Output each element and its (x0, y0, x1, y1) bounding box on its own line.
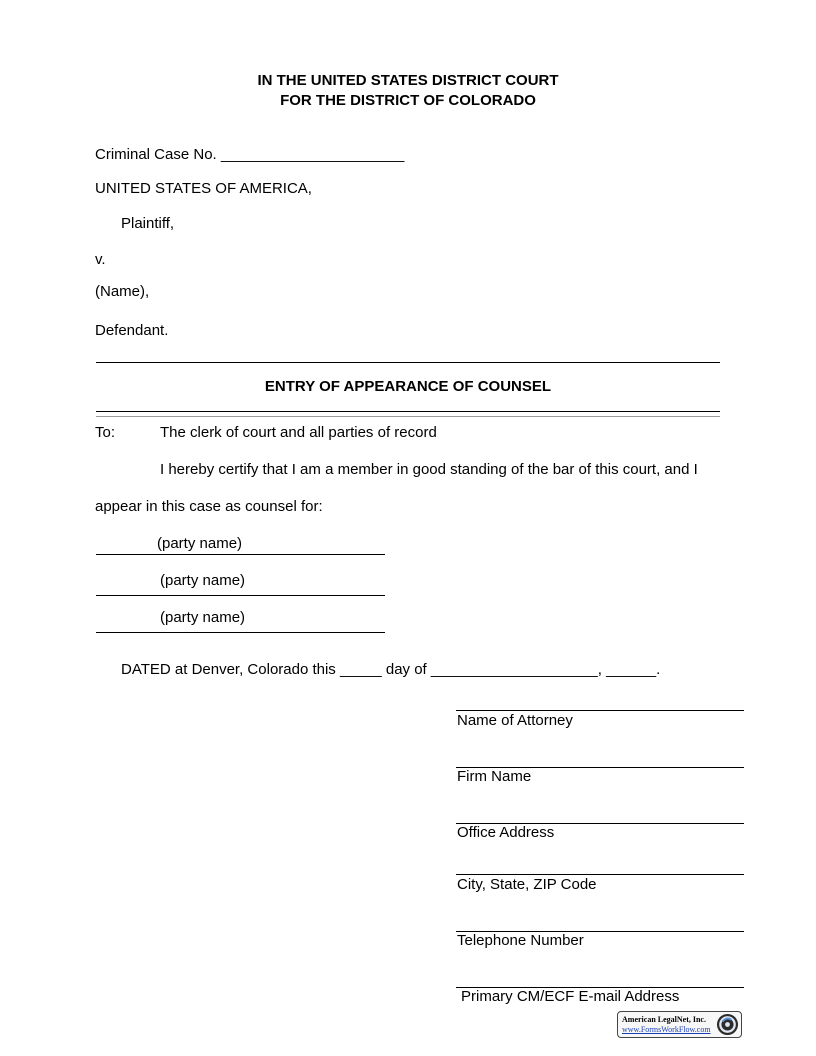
party-name-1-rule (96, 554, 385, 555)
city-state-zip-rule (456, 874, 744, 875)
plaintiff-name: UNITED STATES OF AMERICA, (95, 180, 312, 197)
party-name-2-rule (96, 595, 385, 596)
globe-icon (716, 1013, 739, 1036)
title-top-rule (96, 362, 720, 363)
certification-text-line1: I hereby certify that I am a member in good standing of the bar of this court, and I (160, 461, 698, 478)
title-bottom-rule (96, 411, 720, 412)
defendant-label: Defendant. (95, 322, 169, 339)
attorney-name-label: Name of Attorney (457, 712, 573, 729)
versus-label: v. (95, 251, 106, 268)
certification-text-line2: appear in this case as counsel for: (95, 498, 323, 515)
party-name-1: (party name) (157, 535, 243, 552)
court-name-line2: FOR THE DISTRICT OF COLORADO (280, 92, 536, 109)
firm-name-label: Firm Name (457, 768, 532, 785)
case-number: Criminal Case No. ______________________ (95, 146, 405, 163)
email-label: Primary CM/ECF E-mail Address (461, 988, 680, 1005)
forms-workflow-logo[interactable] (617, 1011, 742, 1038)
title-bottom-rule-secondary (96, 416, 720, 417)
document-title: ENTRY OF APPEARANCE OF COUNSEL (264, 378, 552, 395)
plaintiff-label: Plaintiff, (121, 215, 175, 232)
to-recipients: The clerk of court and all parties of record (160, 424, 437, 441)
logo-url-link[interactable]: www.FormsWorkFlow.com (622, 1025, 711, 1034)
attorney-name-rule (456, 710, 744, 711)
party-name-3: (party name) (160, 609, 246, 626)
defendant-name: (Name), (95, 283, 150, 300)
logo-company-name: American LegalNet, Inc. (622, 1015, 706, 1024)
court-name-line1: IN THE UNITED STATES DISTRICT COURT (257, 72, 559, 89)
city-state-zip-label: City, State, ZIP Code (457, 876, 597, 893)
to-label: To: (95, 424, 116, 441)
party-name-2: (party name) (160, 572, 246, 589)
dated-line: DATED at Denver, Colorado this _____ day of ____________________, ______. (121, 661, 661, 678)
party-name-3-rule (96, 632, 385, 633)
telephone-label: Telephone Number (457, 932, 584, 949)
office-address-label: Office Address (457, 824, 555, 841)
